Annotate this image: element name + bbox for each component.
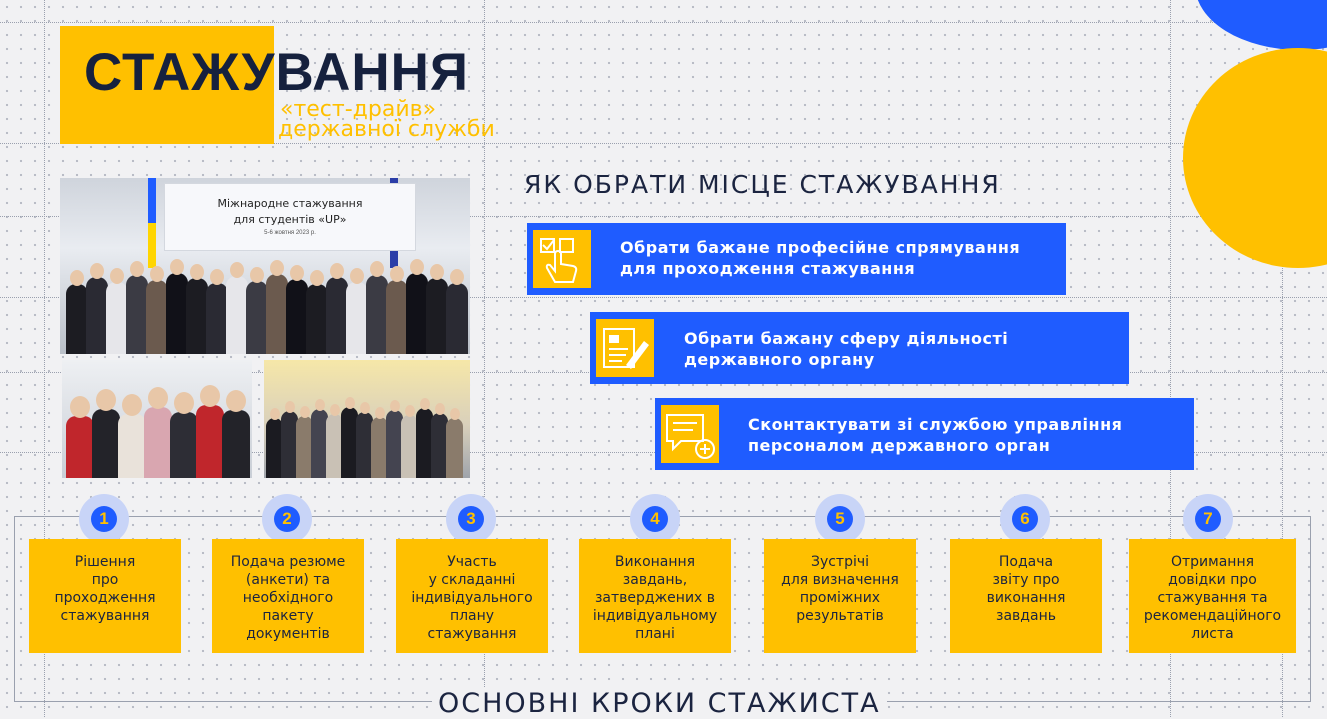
person-figure [186,278,208,354]
step-number-badge [79,494,129,544]
step-text-line: Подача [998,554,1054,570]
decor-yellow-circle [1183,48,1327,268]
step-text-line: затверджених в [594,590,716,606]
decor-blue-circle [1195,0,1327,50]
step-box [212,539,364,653]
person-head [405,405,415,417]
person-head [174,392,194,414]
guide-line [0,22,1327,23]
step-text-line: листа [1191,626,1234,642]
person-head [190,264,204,280]
step-number: 3 [458,506,484,532]
person-head [150,266,164,282]
choose-step-line-2: персоналом державного орган [748,436,1051,455]
choose-step-line-2: для проходження стажування [620,259,916,278]
person-head [130,261,144,277]
step-number: 1 [91,506,117,532]
person-figure [386,280,408,354]
person-head [170,259,184,275]
subtitle-line-1: «тест-драйв» [280,97,437,122]
presentation-screen [165,184,415,250]
step-number: 7 [1195,506,1221,532]
choose-step-card [590,312,1129,384]
person-figure [126,275,148,354]
person-head [315,399,325,411]
person-figure [226,276,248,354]
step-number-badge [630,494,680,544]
person-figure [426,278,448,354]
person-head [360,402,370,414]
person-figure [170,412,198,478]
person-head [290,265,304,281]
person-head [110,268,124,284]
person-head [70,396,90,418]
step-number-badge [262,494,312,544]
person-figure [366,275,388,354]
page-title: СТАЖУВАННЯ [84,43,470,102]
person-figure [144,407,172,478]
person-head [122,394,142,416]
step-number-badge [1000,494,1050,544]
choose-step-line-2: державного органу [684,350,875,369]
step-text [764,553,916,625]
person-head [270,260,284,276]
step-text-line: Отримання [1170,554,1255,570]
choose-step-text [748,414,1122,456]
person-head [450,408,460,420]
step-box [764,539,916,653]
step-text [579,553,731,643]
person-head [330,404,340,416]
step-text-line: документів [246,626,330,642]
person-head [96,389,116,411]
person-figure [446,283,468,354]
step-box [1129,539,1296,653]
screen-title-line-1: Міжнародне стажування [217,197,363,210]
step-box [396,539,548,653]
message-add-icon [661,405,719,463]
person-head [430,264,444,280]
step-number: 2 [274,506,300,532]
step-text-line: про [91,572,119,588]
person-head [90,263,104,279]
person-figure [266,274,288,354]
step-text [212,553,364,643]
hand-checklist-icon [533,230,591,288]
person-head [210,269,224,285]
person-figure [406,273,428,354]
person-figure [92,409,120,478]
step-text [396,553,548,643]
document-pen-icon [596,319,654,377]
step-text-line: проміжних [799,590,881,606]
step-text-line: індивідуальному [592,608,718,624]
step-text-line: Участь [447,554,497,570]
person-head [310,270,324,286]
step-number: 6 [1012,506,1038,532]
step-text-line: завдань [996,608,1056,624]
person-head [345,397,355,409]
person-figure [106,282,128,354]
screen-title-line-2: для студентів «UP» [233,213,347,226]
group-photo-small-left [62,360,252,478]
step-text-line: результатів [796,608,884,624]
person-figure [166,273,188,354]
person-head [226,390,246,412]
person-head [270,408,280,420]
person-figure [246,281,268,354]
step-text-line: Рішення [74,554,136,570]
person-figure [446,418,463,478]
person-head [70,270,84,286]
person-head [200,385,220,407]
step-box [29,539,181,653]
person-head [450,269,464,285]
choose-step-line-1: Обрати бажане професійне спрямування [620,238,1021,257]
step-text-line: Зустрічі [810,554,870,570]
choose-step-text [684,328,1008,370]
step-text-line: виконання [986,590,1066,606]
step-text-line: плані [635,626,675,642]
person-figure [66,416,94,478]
choose-step-card [527,223,1066,295]
step-text-line: (анкети) та [245,572,331,588]
screen-title [165,196,415,228]
step-number-badge [446,494,496,544]
step-number: 5 [827,506,853,532]
step-text-line: стажування та [1157,590,1268,606]
person-figure [222,410,250,478]
person-figure [66,284,88,354]
person-head [250,267,264,283]
person-head [350,268,364,284]
person-head [420,398,430,410]
choose-step-line-1: Сконтактувати зі службою управління [748,415,1123,434]
person-head [148,387,168,409]
step-text-line: рекомендаційного [1143,608,1282,624]
step-text-line: у складанні [428,572,516,588]
person-head [285,401,295,413]
group-photo-small-right [264,360,470,478]
subtitle-line-2: державної служби [278,117,495,142]
person-figure [196,405,224,478]
person-figure [206,283,228,354]
person-head [300,406,310,418]
person-figure [326,277,348,354]
step-text-line: пакету [262,608,314,624]
step-text-line: Виконання [614,554,696,570]
flag-icon [148,178,156,268]
person-head [435,403,445,415]
choose-step-card [655,398,1194,470]
step-number: 4 [642,506,668,532]
screen-date: 5-6 жовтня 2023 р. [264,230,316,236]
person-figure [118,414,146,478]
step-text-line: звіту про [992,572,1060,588]
step-text-line: індивідуального [411,590,533,606]
step-text-line: проходження [54,590,156,606]
person-figure [346,282,368,354]
step-number-badge [815,494,865,544]
step-text-line: завдань, [622,572,688,588]
person-head [375,407,385,419]
step-text-line: довідки про [1168,572,1257,588]
step-box [579,539,731,653]
step-number-badge [1183,494,1233,544]
person-figure [306,284,328,354]
step-box [950,539,1102,653]
step-text-line: для визначення [781,572,899,588]
person-head [390,266,404,282]
person-figure [286,279,308,354]
person-head [330,263,344,279]
step-text-line: плану [449,608,495,624]
person-head [230,262,244,278]
step-text-line: стажування [60,608,150,624]
step-text-line: Подача резюме [230,554,346,570]
person-head [390,400,400,412]
person-figure [86,277,108,354]
person-head [410,259,424,275]
step-text [29,553,181,625]
choose-step-line-1: Обрати бажану сферу діяльності [684,329,1009,348]
page-subtitle [278,97,495,142]
person-figure [146,280,168,354]
person-head [370,261,384,277]
group-photo-main [60,178,470,354]
steps-section-title: ОСНОВНІ КРОКИ СТАЖИСТА [432,688,887,719]
choose-step-text [620,237,1020,279]
step-text [1129,553,1296,643]
step-text [950,553,1102,625]
step-text-line: стажування [427,626,517,642]
step-text-line: необхідного [242,590,334,606]
choose-section-title: ЯК ОБРАТИ МІСЦЕ СТАЖУВАННЯ [524,170,1001,199]
